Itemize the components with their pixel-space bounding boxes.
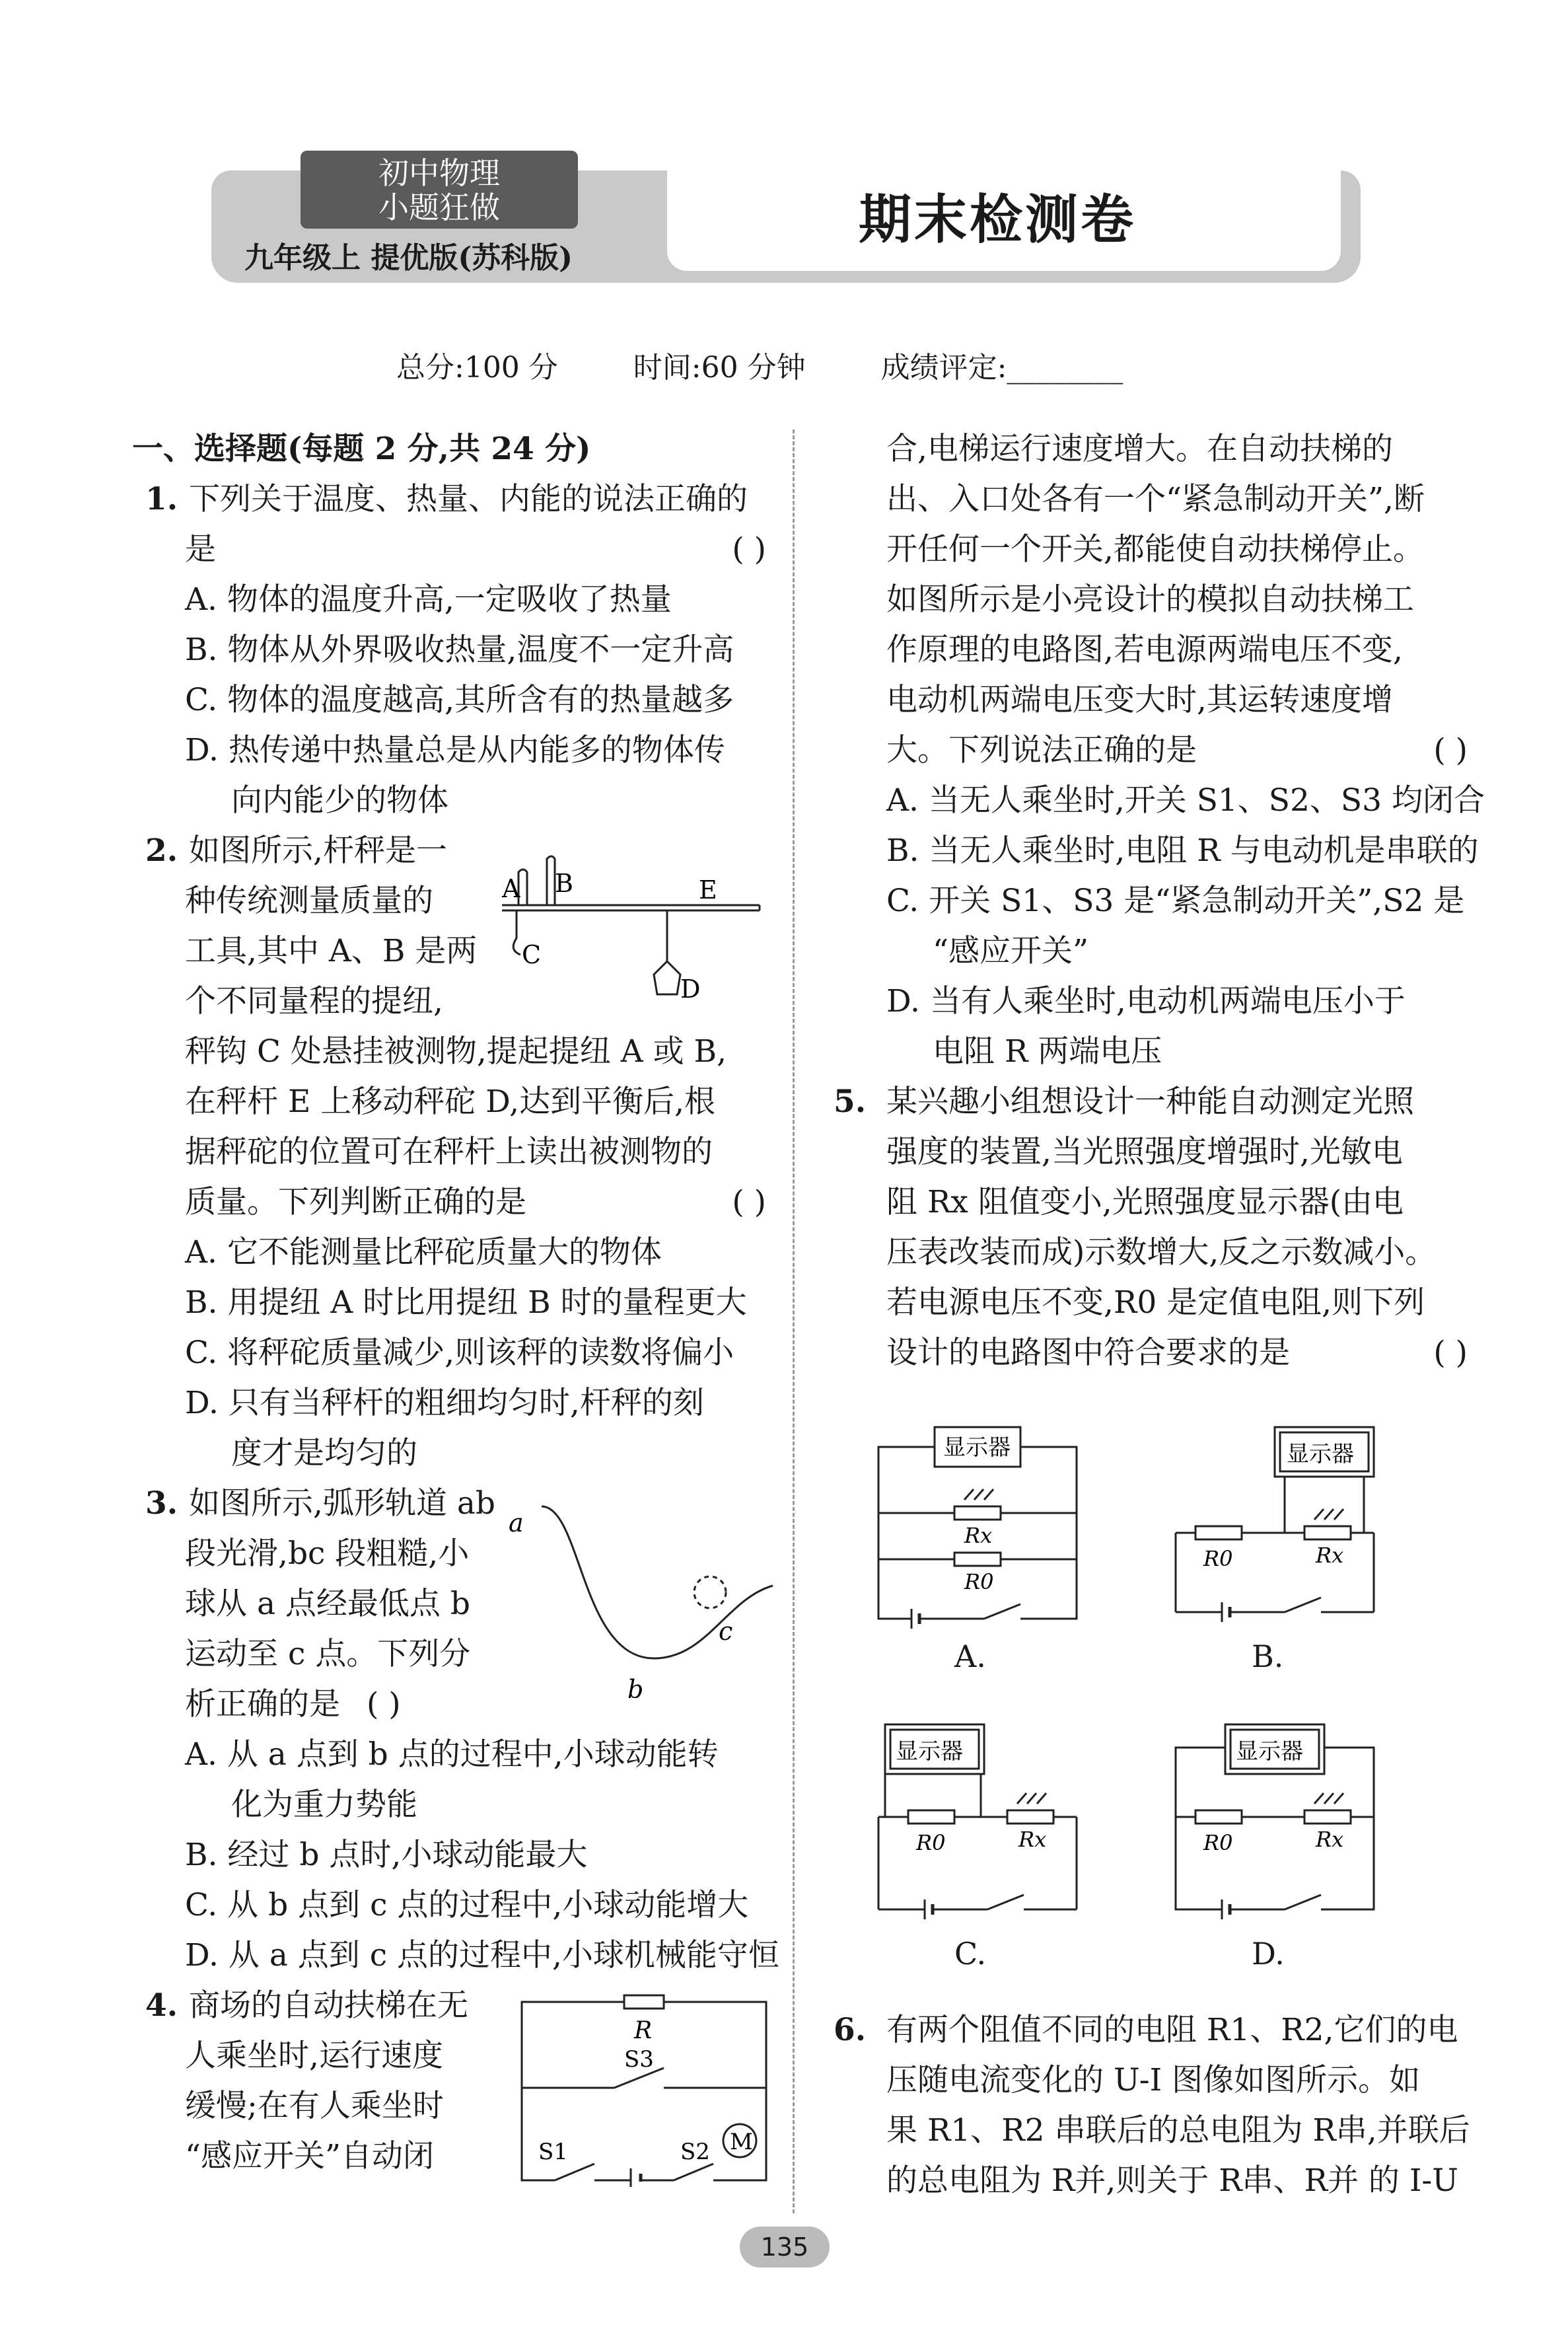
time-limit: 时间:60 分钟 (633, 351, 806, 385)
q1-option-d-cont: 向内能少的物体 (231, 782, 448, 819)
q5-line6: 设计的电路图中符合要求的是 (886, 1335, 1290, 1371)
fig-label-s2: S2 (680, 2139, 710, 2165)
q4-line3: 缓慢;在有人乘坐时 (185, 2088, 444, 2124)
q1-option-a: A. 物体的温度升高,一定吸收了热量 (185, 581, 672, 618)
q6-line4: 的总电阻为 R并,则关于 R串、R并 的 I-U (886, 2162, 1458, 2199)
series-badge (301, 151, 578, 229)
q4-line2: 人乘坐时,运行速度 (185, 2038, 443, 2074)
page-title: 期末检测卷 (859, 189, 1136, 250)
display-label: 显示器 (943, 1434, 1011, 1461)
grade-eval: 成绩评定:________ (880, 351, 1123, 385)
q4-option-d: D. 当有人乘坐时,电动机两端电压小于 (886, 983, 1406, 1019)
fig-label-r: R (634, 2017, 653, 2044)
q2-option-b: B. 用提纽 A 时比用提纽 B 时的量程更大 (185, 1284, 747, 1321)
left-column (132, 424, 779, 2182)
q4-answer-paren: ( ) (1433, 732, 1468, 768)
right-column (834, 424, 1485, 1378)
q2-line5: 秤钩 C 处悬挂被测物,提起提纽 A 或 B, (185, 1033, 727, 1070)
option-d-label: D. (1252, 1936, 1285, 1972)
q3-option-a-cont: 化为重力势能 (231, 1787, 417, 1823)
q4-cont-line2: 出、入口处各有一个“紧急制动开关”,断 (886, 481, 1425, 517)
q1-option-b: B. 物体从外界吸收热量,温度不一定升高 (185, 632, 734, 668)
q4-option-a: A. 当无人乘坐时,开关 S1、S2、S3 均闭合 (886, 782, 1485, 819)
display-label: 显示器 (1236, 1738, 1303, 1765)
q5-line1: 某兴趣小组想设计一种能自动测定光照 (886, 1084, 1414, 1120)
q2-number: 2. (145, 832, 178, 869)
fig-label-s3: S3 (624, 2046, 654, 2073)
q3-option-d: D. 从 a 点到 c 点的过程中,小球机械能守恒 (185, 1937, 779, 1974)
q6-line3: 果 R1、R2 串联后的总电阻为 R串,并联后 (886, 2112, 1470, 2149)
q2-line2: 种传统测量质量的 (185, 883, 433, 919)
q3-line2: 段光滑,bc 段粗糙,小 (185, 1535, 470, 1572)
r0-label: R0 (964, 1569, 994, 1594)
q4-cont-line4: 如图所示是小亮设计的模拟自动扶梯工 (886, 581, 1414, 618)
fig-label-a: a (509, 1508, 524, 1537)
total-score: 总分:100 分 (396, 351, 558, 385)
score-line (396, 344, 1189, 386)
q4-option-d-cont: 电阻 R 两端电压 (933, 1033, 1162, 1070)
q6-number: 6. (834, 2012, 867, 2048)
q2-option-d: D. 只有当秤杆的粗细均匀时,杆秤的刻 (185, 1385, 704, 1421)
page-number: 135 (740, 2227, 830, 2268)
q5-number: 5. (834, 1084, 867, 1120)
q2-line3: 工具,其中 A、B 是两 (185, 933, 478, 969)
column-divider (793, 429, 795, 2213)
q2-line4: 个不同量程的提纽, (185, 983, 443, 1019)
fig-label-c: C (522, 940, 542, 969)
q4-option-b: B. 当无人乘坐时,电阻 R 与电动机是串联的 (886, 832, 1479, 869)
rx-label: Rx (1018, 1827, 1047, 1852)
q1-option-c: C. 物体的温度越高,其所含有的热量越多 (185, 682, 734, 718)
badge-line2: 小题狂做 (378, 190, 500, 225)
r0-label: R0 (1203, 1546, 1233, 1571)
r0-label: R0 (1203, 1830, 1233, 1855)
option-b-label: B. (1252, 1639, 1284, 1674)
q4-option-c: C. 开关 S1、S3 是“紧急制动开关”,S2 是 (886, 883, 1465, 919)
q3-option-a: A. 从 a 点到 b 点的过程中,小球动能转 (185, 1736, 719, 1773)
fig-label-c: c (719, 1617, 733, 1646)
option-c-label: C. (954, 1936, 987, 1972)
q2-option-a: A. 它不能测量比秤砣质量大的物体 (185, 1234, 662, 1271)
arc-track-figure (502, 1487, 779, 1698)
circuit-option-b (1169, 1421, 1380, 1639)
q3-line4: 运动至 c 点。下列分 (185, 1636, 471, 1672)
q6-line1: 有两个阻值不同的电阻 R1、R2,它们的电 (886, 2012, 1458, 2048)
q1-option-d: D. 热传递中热量总是从内能多的物体传 (185, 732, 725, 768)
q4-cont-line5: 作原理的电路图,若电源两端电压不变, (886, 632, 1403, 668)
q5-line2: 强度的装置,当光照强度增强时,光敏电 (886, 1134, 1403, 1170)
q5-line3: 阻 Rx 阻值变小,光照强度显示器(由电 (886, 1184, 1404, 1220)
q5-line4: 压表改装而成)示数增大,反之示数减小。 (886, 1234, 1437, 1271)
q4-number: 4. (145, 1987, 178, 2024)
q1-stem: 下列关于温度、热量、内能的说法正确的 (189, 481, 748, 517)
q5-line5: 若电源电压不变,R0 是定值电阻,则下列 (886, 1284, 1425, 1321)
q4-line1: 商场的自动扶梯在无 (189, 1987, 468, 2024)
fig-label-a: A (502, 874, 520, 903)
q6-line2: 压随电流变化的 U-I 图像如图所示。如 (886, 2062, 1421, 2098)
r0-label: R0 (916, 1830, 946, 1855)
display-label: 显示器 (1287, 1441, 1354, 1467)
q2-line1: 如图所示,杆秤是一 (189, 832, 447, 869)
steelyard-figure (489, 839, 766, 1011)
q3-number: 3. (145, 1485, 178, 1522)
section-heading: 一、选择题(每题 2 分,共 24 分) (132, 431, 591, 467)
q2-option-d-cont: 度才是均匀的 (231, 1435, 417, 1471)
display-label: 显示器 (896, 1738, 963, 1765)
q2-line6: 在秤杆 E 上移动秤砣 D,达到平衡后,根 (185, 1084, 716, 1120)
grade-label: 九年级上 提优版(苏科版) (244, 241, 573, 275)
q4-option-c-cont: “感应开关” (933, 933, 1089, 969)
q4-cont-line6: 电动机两端电压变大时,其运转速度增 (886, 682, 1393, 718)
circuit-option-c (872, 1718, 1083, 1929)
fig-label-b: B (555, 869, 573, 898)
q3-line1: 如图所示,弧形轨道 ab (189, 1485, 495, 1522)
q1-stem-cont: 是 (185, 531, 216, 568)
motor-label: M (730, 2129, 753, 2155)
fig-label-e: E (699, 875, 717, 904)
fig-label-b: b (627, 1675, 644, 1698)
rx-label: Rx (964, 1523, 993, 1548)
q3-option-b: B. 经过 b 点时,小球动能最大 (185, 1837, 588, 1873)
q2-option-c: C. 将秤砣质量减少,则该秤的读数将偏小 (185, 1335, 734, 1371)
badge-line1: 初中物理 (378, 155, 500, 191)
rx-label: Rx (1316, 1827, 1344, 1852)
q3-line5: 析正确的是 (185, 1686, 340, 1722)
escalator-circuit-figure (515, 1989, 779, 2187)
circuit-option-d (1169, 1718, 1380, 1929)
q1-answer-paren: ( ) (732, 531, 766, 568)
fig-label-s1: S1 (538, 2139, 568, 2165)
q3-answer-paren: ( ) (367, 1686, 401, 1722)
q4-cont-line1: 合,电梯运行速度增大。在自动扶梯的 (886, 431, 1393, 467)
q4-cont-line7: 大。下列说法正确的是 (886, 732, 1197, 768)
q3-option-c: C. 从 b 点到 c 点的过程中,小球动能增大 (185, 1887, 749, 1923)
rx-label: Rx (1316, 1543, 1344, 1568)
q5-answer-paren: ( ) (1433, 1335, 1468, 1371)
circuit-option-a (872, 1421, 1083, 1639)
q1-number: 1. (145, 481, 178, 517)
q2-line8: 质量。下列判断正确的是 (185, 1184, 526, 1220)
q4-line4: “感应开关”自动闭 (185, 2138, 435, 2174)
option-a-label: A. (954, 1639, 986, 1674)
q2-answer-paren: ( ) (732, 1184, 766, 1220)
q4-cont-line3: 开任何一个开关,都能使自动扶梯停止。 (886, 531, 1424, 568)
q3-line3: 球从 a 点经最低点 b (185, 1586, 470, 1622)
q2-line7: 据秤砣的位置可在秤杆上读出被测物的 (185, 1134, 713, 1170)
q6-block (834, 2005, 1468, 2206)
fig-label-d: D (680, 975, 701, 1004)
